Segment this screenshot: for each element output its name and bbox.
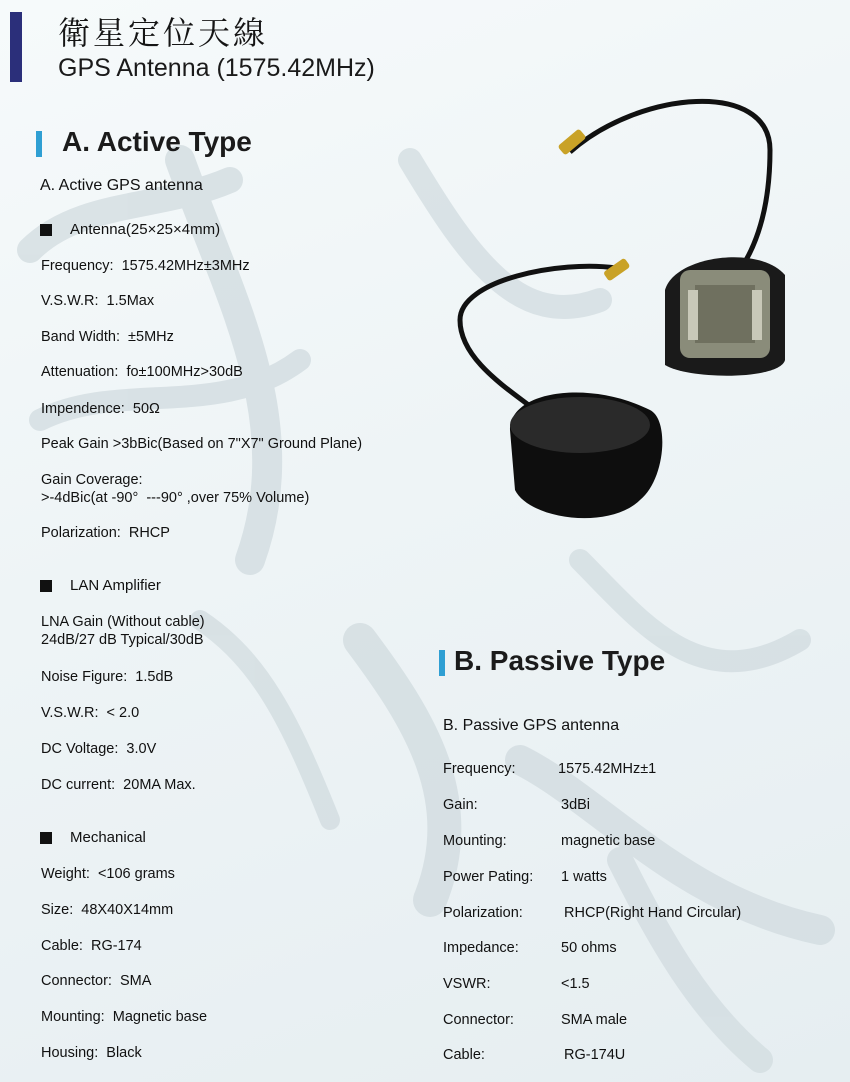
- spec-label: Frequency:: [443, 761, 516, 777]
- spec-lna-vswr: V.S.W.R: < 2.0: [41, 705, 140, 721]
- active-type-subheading: A. Active GPS antenna: [40, 177, 203, 194]
- spec-housing: Housing: Black: [41, 1045, 142, 1061]
- passive-spec-impedance: [443, 940, 617, 956]
- vertical-bar-icon: [439, 650, 445, 676]
- group-mechanical-heading: [40, 829, 146, 846]
- spec-value: 3dBi: [561, 797, 591, 813]
- group-title: Antenna(25×25×4mm): [70, 221, 221, 238]
- spec-gain-coverage: Gain Coverage: >-4dBic(at -90° ---90° ,over 75% Volume): [41, 472, 310, 506]
- group-antenna-heading: [40, 221, 220, 238]
- passive-type-subheading: B. Passive GPS antenna: [443, 717, 620, 734]
- square-bullet-icon: [40, 580, 52, 592]
- passive-spec-polarization: [443, 905, 741, 921]
- spec-dc-current: DC current: 20MA Max.: [41, 777, 196, 793]
- square-bullet-icon: [40, 224, 52, 236]
- page-title-english: GPS Antenna (1575.42MHz): [58, 54, 375, 82]
- spec-value: magnetic base: [561, 833, 656, 849]
- spec-connector: Connector: SMA: [41, 973, 152, 989]
- page-title-chinese: 衛星定位天線: [58, 14, 269, 52]
- spec-value: RG-174U: [564, 1047, 626, 1063]
- spec-label: Gain:: [443, 797, 478, 813]
- spec-label: Impedance:: [443, 940, 519, 956]
- spec-label: Mounting:: [443, 833, 507, 849]
- spec-peak-gain: Peak Gain >3bBic(Based on 7"X7" Ground Plane): [41, 436, 363, 452]
- passive-spec-power: [443, 869, 607, 885]
- spec-label: Connector:: [443, 1012, 514, 1028]
- square-bullet-icon: [40, 832, 52, 844]
- spec-weight: Weight: <106 grams: [41, 866, 175, 882]
- spec-polarization: Polarization: RHCP: [41, 525, 170, 541]
- spec-lna-gain: LNA Gain (Without cable) 24dB/27 dB Typical/30dB: [41, 614, 205, 648]
- group-lna-heading: [40, 577, 161, 594]
- gps-antenna-photo: [440, 90, 850, 540]
- spec-value: 1 watts: [561, 869, 607, 885]
- spec-attenuation: Attenuation: fo±100MHz>30dB: [41, 364, 243, 380]
- spec-vswr: V.S.W.R: 1.5Max: [41, 293, 155, 309]
- spec-impedance: Impendence: 50Ω: [41, 401, 160, 417]
- title-accent-bar: [10, 12, 22, 82]
- active-type-heading: A. Active Type: [62, 126, 252, 157]
- spec-value: <1.5: [561, 976, 590, 992]
- passive-spec-cable: [443, 1047, 625, 1063]
- spec-label: Polarization:: [443, 905, 523, 921]
- spec-dc-voltage: DC Voltage: 3.0V: [41, 741, 157, 757]
- group-title: Mechanical: [70, 829, 146, 846]
- spec-noise-figure: Noise Figure: 1.5dB: [41, 669, 174, 685]
- spec-value: RHCP(Right Hand Circular): [564, 905, 742, 921]
- passive-type-heading: B. Passive Type: [454, 645, 666, 676]
- spec-label: Cable:: [443, 1047, 485, 1063]
- spec-value: 50 ohms: [561, 940, 617, 956]
- passive-spec-gain: [443, 797, 590, 813]
- group-title: LAN Amplifier: [70, 577, 161, 594]
- spec-bandwidth: Band Width: ±5MHz: [41, 329, 174, 345]
- passive-spec-vswr: [443, 976, 590, 992]
- spec-label: VSWR:: [443, 976, 491, 992]
- spec-label: Power Pating:: [443, 869, 534, 885]
- spec-size: Size: 48X40X14mm: [41, 902, 174, 918]
- spec-frequency: Frequency: 1575.42MHz±3MHz: [41, 258, 250, 274]
- spec-value: SMA male: [561, 1012, 628, 1028]
- passive-spec-mounting: [443, 833, 655, 849]
- spec-mounting: Mounting: Magnetic base: [41, 1009, 208, 1025]
- passive-spec-frequency: [443, 761, 656, 777]
- vertical-bar-icon: [36, 131, 42, 157]
- spec-cable: Cable: RG-174: [41, 938, 142, 954]
- passive-spec-connector: [443, 1012, 627, 1028]
- spec-value: 1575.42MHz±1: [558, 761, 657, 777]
